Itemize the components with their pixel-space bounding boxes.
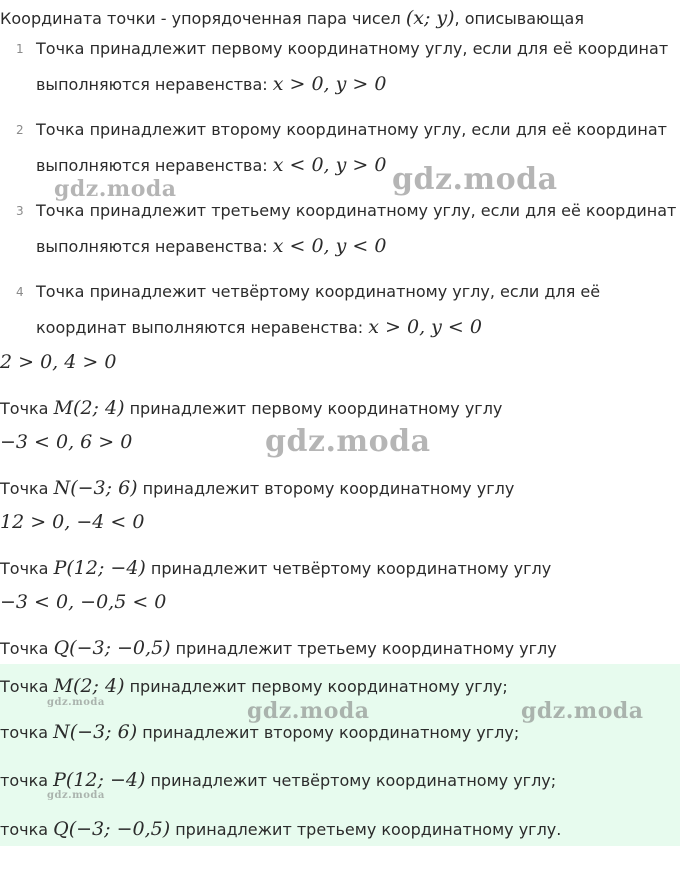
rule-condition-text: выполняются неравенства:	[36, 75, 273, 94]
check-statement-1	[0, 397, 502, 420]
watermark: gdz.moda	[392, 162, 558, 197]
watermark: gdz.moda	[47, 790, 105, 801]
rule-text: Точка принадлежит первому координатному углу, если для её координат	[36, 39, 669, 58]
answer-prefix: точка	[0, 771, 54, 790]
rule-condition	[36, 73, 386, 96]
check-prefix: Точка	[0, 479, 54, 498]
point-label: N(−3; 6)	[53, 721, 138, 743]
rule-condition-text: выполняются неравенства:	[36, 156, 273, 175]
rule-number: 2	[16, 123, 24, 137]
rule-number: 4	[16, 285, 24, 299]
rule-condition-math: x > 0, y > 0	[272, 73, 387, 95]
intro-line	[0, 7, 584, 30]
check-prefix: Точка	[0, 559, 54, 578]
rule-condition-text: координат выполняются неравенства:	[36, 318, 369, 337]
intro-tail: , описывающая	[454, 9, 584, 28]
watermark: gdz.moda	[47, 697, 105, 708]
check-statement-2	[0, 477, 514, 500]
rule-condition-text: выполняются неравенства:	[36, 237, 273, 256]
point-label: P(12; −4)	[53, 557, 146, 579]
check-suffix: принадлежит третьему координатному углу	[170, 639, 557, 658]
rule-number: 1	[16, 42, 24, 56]
intro-text: Координата точки - упорядоченная пара чисел	[0, 9, 406, 28]
point-label: P(12; −4)	[53, 769, 146, 791]
rule-condition	[36, 235, 386, 258]
point-label: M(2; 4)	[53, 397, 125, 419]
answer-line-1	[0, 675, 508, 698]
rule-condition	[36, 316, 482, 339]
point-label: Q(−3; −0,5)	[53, 818, 171, 840]
answer-prefix: точка	[0, 820, 54, 839]
check-prefix: Точка	[0, 639, 54, 658]
watermark: gdz.moda	[54, 176, 177, 202]
watermark: gdz.moda	[265, 424, 431, 459]
rule-text: Точка принадлежит третьему координатному углу, если для её координат	[36, 201, 677, 220]
rule-text: Точка принадлежит второму координатному углу, если для её координат	[36, 120, 667, 139]
check-suffix: принадлежит второму координатному углу	[137, 479, 515, 498]
answer-line-4	[0, 818, 561, 841]
check-prefix: Точка	[0, 399, 54, 418]
rule-condition-math: x > 0, y < 0	[368, 316, 482, 338]
check-statement-3	[0, 557, 551, 580]
answer-line-2	[0, 721, 519, 744]
watermark: gdz.moda	[247, 698, 370, 724]
answer-prefix: точка	[0, 723, 54, 742]
answer-suffix: принадлежит второму координатному углу;	[137, 723, 520, 742]
answer-suffix: принадлежит третьему координатному углу.	[170, 820, 562, 839]
rule-condition-math: x < 0, y < 0	[272, 235, 387, 257]
watermark: gdz.moda	[521, 698, 644, 724]
check-inequality-1: 2 > 0, 4 > 0	[0, 351, 117, 373]
rule-text: Точка принадлежит четвёртому координатному углу, если для её	[36, 282, 601, 301]
check-inequality-3: 12 > 0, −4 < 0	[0, 511, 145, 533]
answer-prefix: Точка	[0, 677, 54, 696]
rule-condition	[36, 154, 386, 177]
check-statement-4	[0, 637, 557, 660]
check-inequality-4: −3 < 0, −0,5 < 0	[0, 591, 167, 613]
check-suffix: принадлежит первому координатному углу	[124, 399, 503, 418]
point-label: M(2; 4)	[53, 675, 125, 697]
point-label: N(−3; 6)	[53, 477, 138, 499]
check-suffix: принадлежит четвёртому координатному углу	[145, 559, 552, 578]
rule-condition-math: x < 0, y > 0	[272, 154, 387, 176]
answer-line-3	[0, 769, 556, 792]
check-inequality-2: −3 < 0, 6 > 0	[0, 431, 133, 453]
point-label: Q(−3; −0,5)	[53, 637, 171, 659]
answer-suffix: принадлежит четвёртому координатному углу;	[145, 771, 557, 790]
answer-suffix: принадлежит первому координатному углу;	[124, 677, 508, 696]
intro-math: (x; y)	[405, 7, 455, 29]
rule-number: 3	[16, 204, 24, 218]
